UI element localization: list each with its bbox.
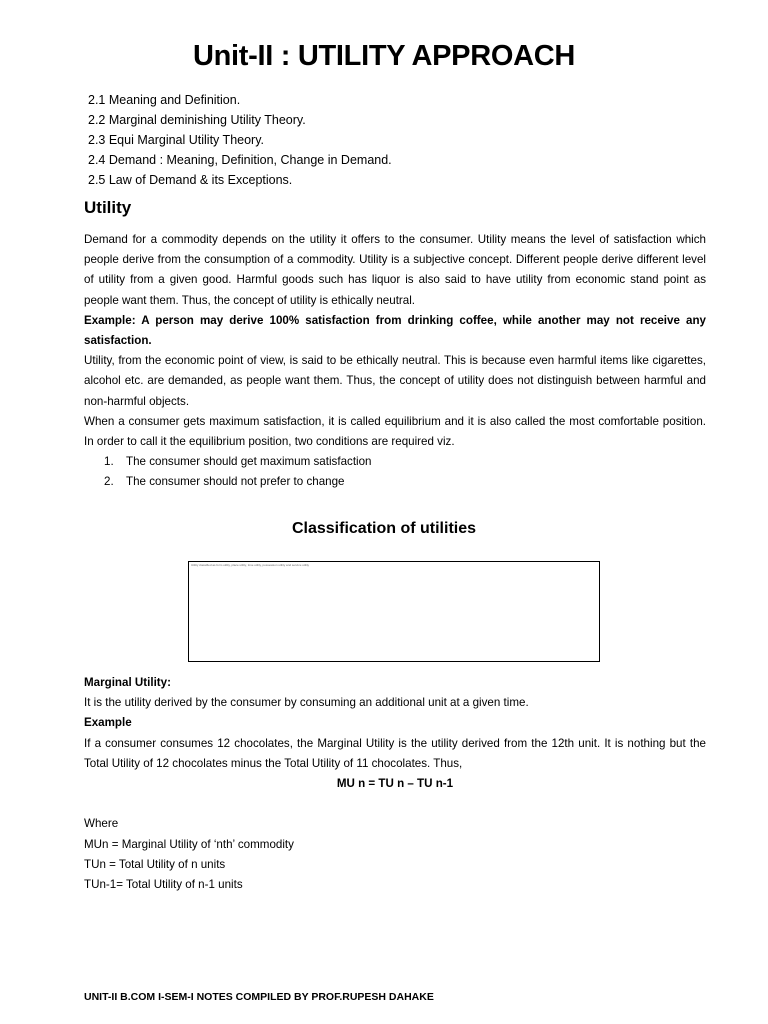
toc-item: 2.2 Marginal deminishing Utility Theory. — [88, 113, 306, 127]
toc-item: 2.5 Law of Demand & its Exceptions. — [88, 173, 293, 187]
spacer — [84, 794, 706, 814]
section-heading-classification: Classification of utilities — [291, 520, 477, 537]
example-label: Example — [84, 716, 132, 730]
definition-line: TUn = Total Utility of n units — [84, 857, 226, 871]
toc-item: 2.3 Equi Marginal Utility Theory. — [88, 133, 265, 147]
marginal-utility-section — [84, 673, 706, 895]
conditions-list — [84, 452, 706, 492]
paragraph: If a consumer consumes 12 chocolates, the Marginal Utility is the utility derived from the 12th unit. It is nothing but the Total Utility of 12 chocolates minus the Total Utility of 11 chocolates. Thus, — [84, 736, 706, 770]
paragraph: When a consumer gets maximum satisfaction, it is called equilibrium and it is also called the most comfortable position. In order to call it the equilibrium position, two conditions are required viz. — [84, 414, 706, 449]
marginal-utility-heading: Marginal Utility: — [84, 676, 171, 689]
box-caption: Utility classified as form utility, place utility, time utility, possession utility and service utility — [191, 563, 310, 567]
page-footer: UNIT-II B.COM I-SEM-I NOTES COMPILED BY PROF.RUPESH DAHAKE — [84, 991, 434, 1003]
paragraph: Utility, from the economic point of view, is said to be ethically neutral. This is because even harmful items like cigarettes, alcohol etc. are demanded, as people want them. Thus, the concept of utility does not distinguish between harmful and non-harmful objects. — [84, 354, 706, 408]
example-paragraph: Example: A person may derive 100% satisfaction from drinking coffee, while another may not receive any satisfaction. — [84, 313, 706, 348]
list-item — [84, 452, 706, 472]
utility-section-body — [84, 230, 706, 493]
section-heading-utility: Utility — [84, 198, 132, 217]
page-title: Unit-II : UTILITY APPROACH — [192, 40, 576, 72]
list-text: The consumer should not prefer to change — [126, 475, 345, 489]
where-label: Where — [84, 817, 119, 831]
toc-item: 2.4 Demand : Meaning, Definition, Change in Demand. — [88, 153, 392, 167]
toc-item: 2.1 Meaning and Definition. — [88, 93, 241, 107]
classification-image-box — [188, 561, 600, 662]
definition-line: MUn = Marginal Utility of ‘nth’ commodity — [84, 837, 294, 851]
paragraph: Demand for a commodity depends on the utility it offers to the consumer. Utility means the level of satisfaction which people derive from the consumption of a commodity. Utility is a subjective concept. Different people derive different level of utility from a given good. Harmful goods such has liquor is also said to have utility from economic stand point as people want them. Thus, the concept of utility is ethically neutral. — [84, 233, 706, 307]
list-number: 2. — [104, 475, 114, 489]
list-number: 1. — [104, 455, 114, 469]
list-text: The consumer should get maximum satisfaction — [126, 455, 372, 469]
list-item — [84, 472, 706, 492]
paragraph: It is the utility derived by the consumer by consuming an additional unit at a given time. — [84, 696, 529, 710]
definition-line: TUn-1= Total Utility of n-1 units — [84, 878, 243, 892]
table-of-contents — [88, 90, 392, 190]
formula: MU n = TU n – TU n-1 — [336, 777, 454, 791]
